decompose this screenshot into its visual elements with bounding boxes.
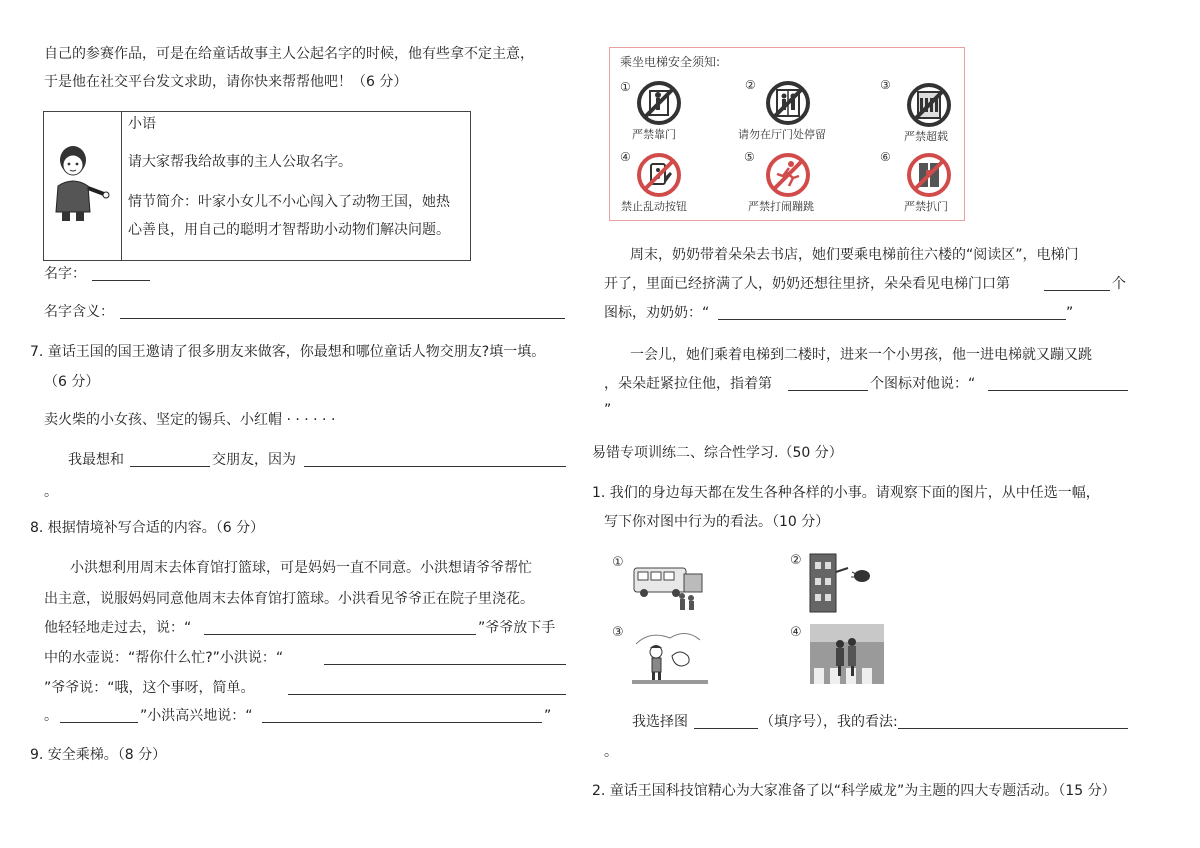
picture-bus-scene — [630, 556, 706, 612]
q8-blank-1[interactable] — [204, 634, 476, 635]
meaning-label: 名字含义： — [44, 304, 114, 320]
picture-throwing-trash-scene — [806, 552, 876, 614]
q8-blank-3[interactable] — [288, 694, 566, 695]
no-button-pressing-icon — [636, 152, 682, 198]
sign-label-5: 严禁打闹蹦跳 — [748, 200, 814, 213]
elevator-para-2b: ，朵朵赶紧拉住他，指着第 — [604, 376, 772, 392]
social-post-box — [43, 111, 471, 261]
q8-para-6a: 。 — [44, 708, 58, 724]
sign-label-4: 禁止乱动按钮 — [621, 200, 687, 213]
q7-end: 。 — [44, 484, 58, 500]
sign-num-2: ② — [745, 78, 756, 92]
q1-line-1: 1. 我们的身边每天都在发生各种各样的小事。请观察下面的图片，从中任选一幅， — [592, 485, 1100, 501]
elevator-para-2c: ” — [604, 402, 612, 418]
q8-para-6c: ” — [544, 708, 552, 724]
post-author: 小语 — [128, 116, 156, 132]
elevator-blank-1[interactable] — [1044, 290, 1110, 291]
elevator-blank-4[interactable] — [988, 390, 1128, 391]
picture-crosswalk-scene — [810, 624, 884, 684]
sign-label-3: 严禁超载 — [904, 130, 948, 143]
elevator-para-1c-end: ” — [1066, 305, 1074, 321]
post-divider — [121, 112, 122, 260]
name-label: 名字： — [44, 266, 86, 282]
q7-friend-blank[interactable] — [130, 466, 210, 467]
post-plot-2: 心善良，用自己的聪明才智帮助小动物们解决问题。 — [128, 222, 450, 238]
name-blank[interactable] — [92, 280, 150, 281]
no-standing-at-door-icon — [765, 80, 811, 126]
sign-num-6: ⑥ — [880, 150, 891, 164]
q8-para-3b: ”爷爷放下手 — [478, 620, 556, 636]
q7-reason-blank[interactable] — [304, 466, 566, 467]
sign-num-5: ⑤ — [744, 150, 755, 164]
notice-title: 乘坐电梯安全须知: — [620, 55, 721, 69]
sign-num-1: ① — [620, 80, 631, 94]
q7-line-1: 7. 童话王国的国王邀请了很多朋友来做客，你最想和哪位童话人物交朋友?填一填。 — [30, 344, 546, 360]
post-request: 请大家帮我给故事的主人公取名字。 — [128, 154, 352, 170]
post-plot-1: 情节简介：叶家小女儿不小心闯入了动物王国，她热 — [128, 194, 450, 210]
meaning-blank[interactable] — [120, 318, 565, 319]
no-overload-icon — [906, 82, 952, 128]
choose-label: 我选择图 — [632, 714, 688, 730]
q8-title: 8. 根据情境补写合适的内容。（6 分） — [30, 520, 265, 536]
q8-para-3a: 他轻轻地走过去，说：“ — [44, 620, 192, 636]
q7-want: 我最想和 — [68, 452, 124, 468]
avatar — [46, 142, 116, 222]
no-jumping-icon — [765, 152, 811, 198]
q7-characters: 卖火柴的小女孩、坚定的锡兵、小红帽 · · · · · · — [44, 412, 336, 428]
picture-child-scene — [630, 624, 712, 686]
intro-line-1: 自己的参赛作品，可是在给童话故事主人公起名字的时候，他有些拿不定主意， — [44, 46, 534, 62]
elevator-para-2b-mid: 个图标对他说：“ — [870, 376, 976, 392]
section-heading: 易错专项训练二、综合性学习.（50 分） — [592, 445, 843, 461]
q8-blank-5[interactable] — [262, 722, 542, 723]
sign-num-3: ③ — [880, 78, 891, 92]
q2-line: 2. 童话王国科技馆精心为大家准备了以“科学威龙”为主题的四大专题活动。（15 分） — [592, 783, 1116, 799]
q8-para-5a: ”爷爷说：“哦，这个事呀，简单。 — [44, 680, 255, 696]
q7-score: （6 分） — [44, 374, 100, 390]
sign-label-1: 严禁靠门 — [632, 128, 676, 141]
elevator-blank-3[interactable] — [788, 390, 868, 391]
pic-num-3: ③ — [612, 625, 624, 640]
choose-number-blank[interactable] — [694, 728, 758, 729]
q8-blank-2[interactable] — [324, 664, 566, 665]
sign-num-4: ④ — [620, 150, 631, 164]
pic-num-2: ② — [790, 553, 802, 568]
elevator-blank-2[interactable] — [718, 319, 1066, 320]
no-leaning-door-icon — [636, 80, 682, 126]
q9-title: 9. 安全乘梯。（8 分） — [30, 747, 167, 763]
no-prying-door-icon — [906, 152, 952, 198]
opinion-blank[interactable] — [898, 728, 1128, 729]
elevator-para-1b: 开了，里面已经挤满了人，奶奶还想往里挤，朵朵看见电梯门口第 — [604, 276, 1010, 292]
q8-para-2: 出主意，说服妈妈同意他周末去体育馆打篮球。小洪看见爷爷正在院子里浇花。 — [44, 591, 534, 607]
elevator-para-1b-end: 个 — [1112, 276, 1126, 292]
pic-num-1: ① — [612, 555, 624, 570]
choose-mid: （填序号），我的看法: — [760, 714, 898, 730]
sign-label-6: 严禁扒门 — [904, 200, 948, 213]
q8-para-6b: ”小洪高兴地说：“ — [140, 708, 253, 724]
pic-num-4: ④ — [790, 625, 802, 640]
elevator-para-1a: 周末，奶奶带着朵朵去书店，她们要乘电梯前往六楼的“阅读区”，电梯门 — [630, 247, 1079, 263]
q8-blank-4[interactable] — [60, 722, 138, 723]
q8-para-4a: 中的水壶说：“帮你什么忙?”小洪说：“ — [44, 650, 284, 666]
q7-friend: 交朋友，因为 — [212, 452, 296, 468]
choose-end: 。 — [604, 744, 618, 760]
intro-line-2: 于是他在社交平台发文求助，请你快来帮帮他吧！（6 分） — [44, 74, 408, 90]
sign-label-2: 请勿在厅门处停留 — [738, 128, 826, 141]
elevator-para-2a: 一会儿，她们乘着电梯到二楼时，进来一个小男孩，他一进电梯就又蹦又跳 — [630, 347, 1092, 363]
elevator-para-1c: 图标，劝奶奶：“ — [604, 305, 710, 321]
q8-para-1: 小洪想利用周末去体育馆打篮球，可是妈妈一直不同意。小洪想请爷爷帮忙 — [70, 560, 532, 576]
q1-line-2: 写下你对图中行为的看法。（10 分） — [604, 514, 830, 530]
